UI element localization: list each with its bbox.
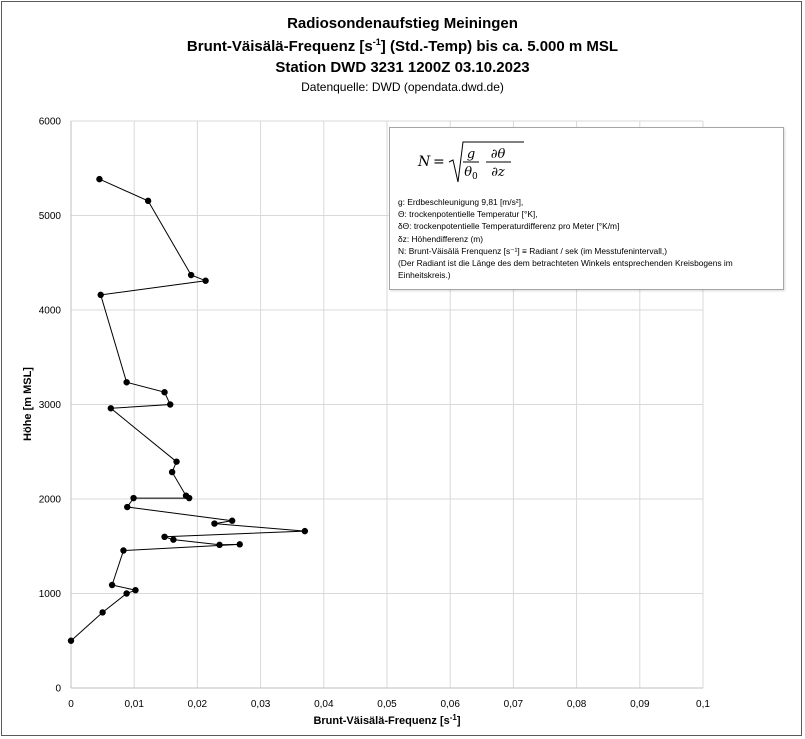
data-point [130,495,136,501]
data-point [188,272,194,278]
x-tick-label: 0 [68,699,74,710]
x-axis-title: Brunt-Väisälä-Frequenz $[s^{-1}]$ [313,712,461,727]
data-point [167,401,173,407]
data-point [109,582,115,588]
x-axis-title-exponent: -1 [449,712,457,722]
data-point [132,587,138,593]
legend-line-dtheta: δΘ: trockenpotentielle Temperaturdifferenz pro Meter [°K/m] [398,221,620,232]
data-point [98,292,104,298]
legend-line-g: g: Erdbeschleunigung 9,81 [m/s²], [398,197,524,207]
svg-text:∂θ: ∂θ [490,147,506,162]
x-tick-label: 0,03 [250,699,271,710]
legend-line-dz: δz: Höhendifferenz (m) [398,233,484,244]
data-point [170,536,176,542]
y-tick-label: 6000 [38,116,61,128]
x-tick-label: 0,02 [187,699,208,710]
legend-line-radiant-cont: Einheitskreis.) [398,270,451,281]
data-point [183,492,189,498]
data-point [124,504,130,510]
x-tick-label: 0,09 [630,699,650,710]
data-point [161,534,167,540]
x-tick-label: 0,01 [124,699,144,710]
y-axis-title: Höhe [m MSL] [22,367,34,441]
data-point [123,590,129,596]
title-line-2-exponent: -1 [372,37,381,47]
y-tick-label: 0 [55,683,61,695]
series-markers [68,176,308,644]
chart-title-line-1: Radiosondenaufstieg Meiningen [287,15,518,32]
data-point [108,405,114,411]
title-line-2-part-1: Brunt-Väisälä-Frequenz [s [186,38,373,55]
svg-text:g: g [466,147,476,162]
chart-title-line-3: Station DWD 3231 1200Z 03.10.2023 [275,59,530,76]
legend-line-theta: Θ: trockenpotentielle Temperatur [°K], [398,209,538,220]
x-tick-label: 0,04 [314,699,334,710]
legend-line-radiant: (Der Radiant ist die Länge des dem betrachteten Winkels entsprechenden Kreisbogens im [398,258,733,269]
data-point [211,520,217,526]
svg-text:θ0: $\theta_0$ [464,165,478,182]
x-tick-label: 0,08 [566,699,587,710]
y-tick-label: 5000 [38,211,61,222]
legend-line-n: N: Brunt-Väisälä Frenquenz [s⁻¹] ≡ Radiant / sek (im Messtufenintervall,) [398,245,668,256]
x-tick-label: 0,05 [377,699,397,710]
data-point [302,528,308,534]
svg-text:N: N [418,154,431,170]
data-point [145,198,151,204]
y-tick-label: 4000 [38,305,61,317]
x-tick-label: 0,06 [440,699,460,710]
data-source-label: Datenquelle: DWD (opendata.dwd.de) [301,80,504,94]
data-point [237,541,243,547]
svg-text:∂z: ∂z [491,165,505,180]
formula-graphic [416,138,526,186]
title-line-2-part-2: ] (Std.-Temp) bis ca. 5.000 m MSL [380,38,619,55]
y-tick-label: 2000 [38,494,61,506]
svg-text:=: = [433,154,445,170]
data-point [169,469,175,475]
formula-info-box [389,127,784,290]
series-line [71,179,305,641]
data-point [229,518,235,524]
y-tick-label: 3000 [38,400,61,411]
x-tick-label: 0,07 [503,699,524,710]
y-tick-labels [39,117,62,695]
x-tick-labels [68,699,710,710]
formula [416,138,526,190]
x-tick-label: 0,1 [696,699,710,710]
data-point [96,176,102,182]
data-point [173,458,179,464]
data-point [68,638,74,644]
data-point [202,278,208,284]
data-point [216,542,222,548]
formula-legend [398,196,778,281]
data-point [123,379,129,385]
data-point [120,547,126,553]
data-point [161,389,167,395]
data-point [99,609,105,615]
y-tick-label: 1000 [38,589,61,600]
